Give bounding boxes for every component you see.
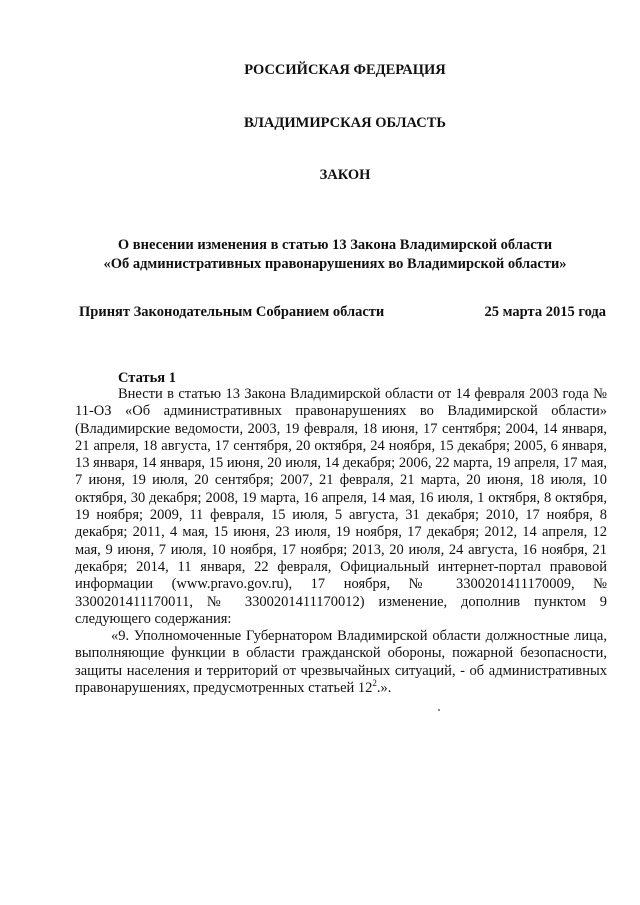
adoption-line xyxy=(79,304,606,321)
law-title-line-1: О внесении изменения в статью 13 Закона Владимирской области xyxy=(117,237,553,253)
article-paragraph: Внести в статью 13 Закона Владимирской области от 14 февраля 2003 года № 11-ОЗ «Об административных правонарушениях во Владимирской области» (Владимирские ведомости, 2003, 19 февраля, 18 июня, 17 сентября; 2004, 14 января, 21 апреля, 18 августа, 17 сентября, 20 октября, 24 ноября, 15 декабря; 2005, 6 января, 13 января, 14 января, 15 июня, 20 июля, 14 декабря; 2006, 22 марта, 19 апреля, 17 мая, 7 июня, 19 июля, 20 сентября; 2007, 21 февраля, 21 марта, 20 июня, 18 июля, 10 октября, 30 декабря; 2008, 19 марта, 16 апреля, 14 мая, 16 июля, 1 октября, 8 октября, 19 ноября; 2009, 11 февраля, 15 июля, 5 августа, 31 декабря; 2010, 17 ноября, 8 декабря; 2011, 4 мая, 15 июня, 23 июля, 19 ноября, 17 декабря; 2012, 14 апреля, 12 мая, 9 июня, 7 июля, 10 ноября, 17 ноября; 2013, 20 июля, 24 августа, 16 ноября, 21 декабря; 2014, 11 января, 22 февраля, Официальный интернет-портал правовой информации (www.pravo.gov.ru), 17 ноября, № 3300201411170009, № 3300201411170011, № 3300201411170012) изменение, дополнив пунктом 9 следующего содержания: xyxy=(75,386,607,627)
quote-end: .». xyxy=(376,680,392,697)
article-quote xyxy=(75,628,607,697)
scan-speck xyxy=(438,709,440,711)
law-title xyxy=(0,236,640,274)
article-body xyxy=(75,386,607,697)
adopted-by: Принят Законодательным Собранием области xyxy=(79,304,385,320)
region-heading: ВЛАДИМИРСКАЯ ОБЛАСТЬ xyxy=(244,115,446,131)
adoption-date: 25 марта 2015 года xyxy=(484,304,606,320)
quote-text: «9. Уполномоченные Губернатором Владимирской области должностные лица, выполняющие функции в области гражданской обороны, пожарной безопасности, защиты населения и территорий от чрезвычайных ситуаций, - об административных правонарушениях, предусмотренных статьей 12 xyxy=(75,628,607,697)
article-heading: Статья 1 xyxy=(118,370,176,386)
doc-type-heading: ЗАКОН xyxy=(319,167,371,183)
law-title-line-2: «Об административных правонарушениях во Владимирской области» xyxy=(103,256,567,272)
country-heading: РОССИЙСКАЯ ФЕДЕРАЦИЯ xyxy=(244,62,446,78)
quote-superscript: 2 xyxy=(372,678,377,689)
